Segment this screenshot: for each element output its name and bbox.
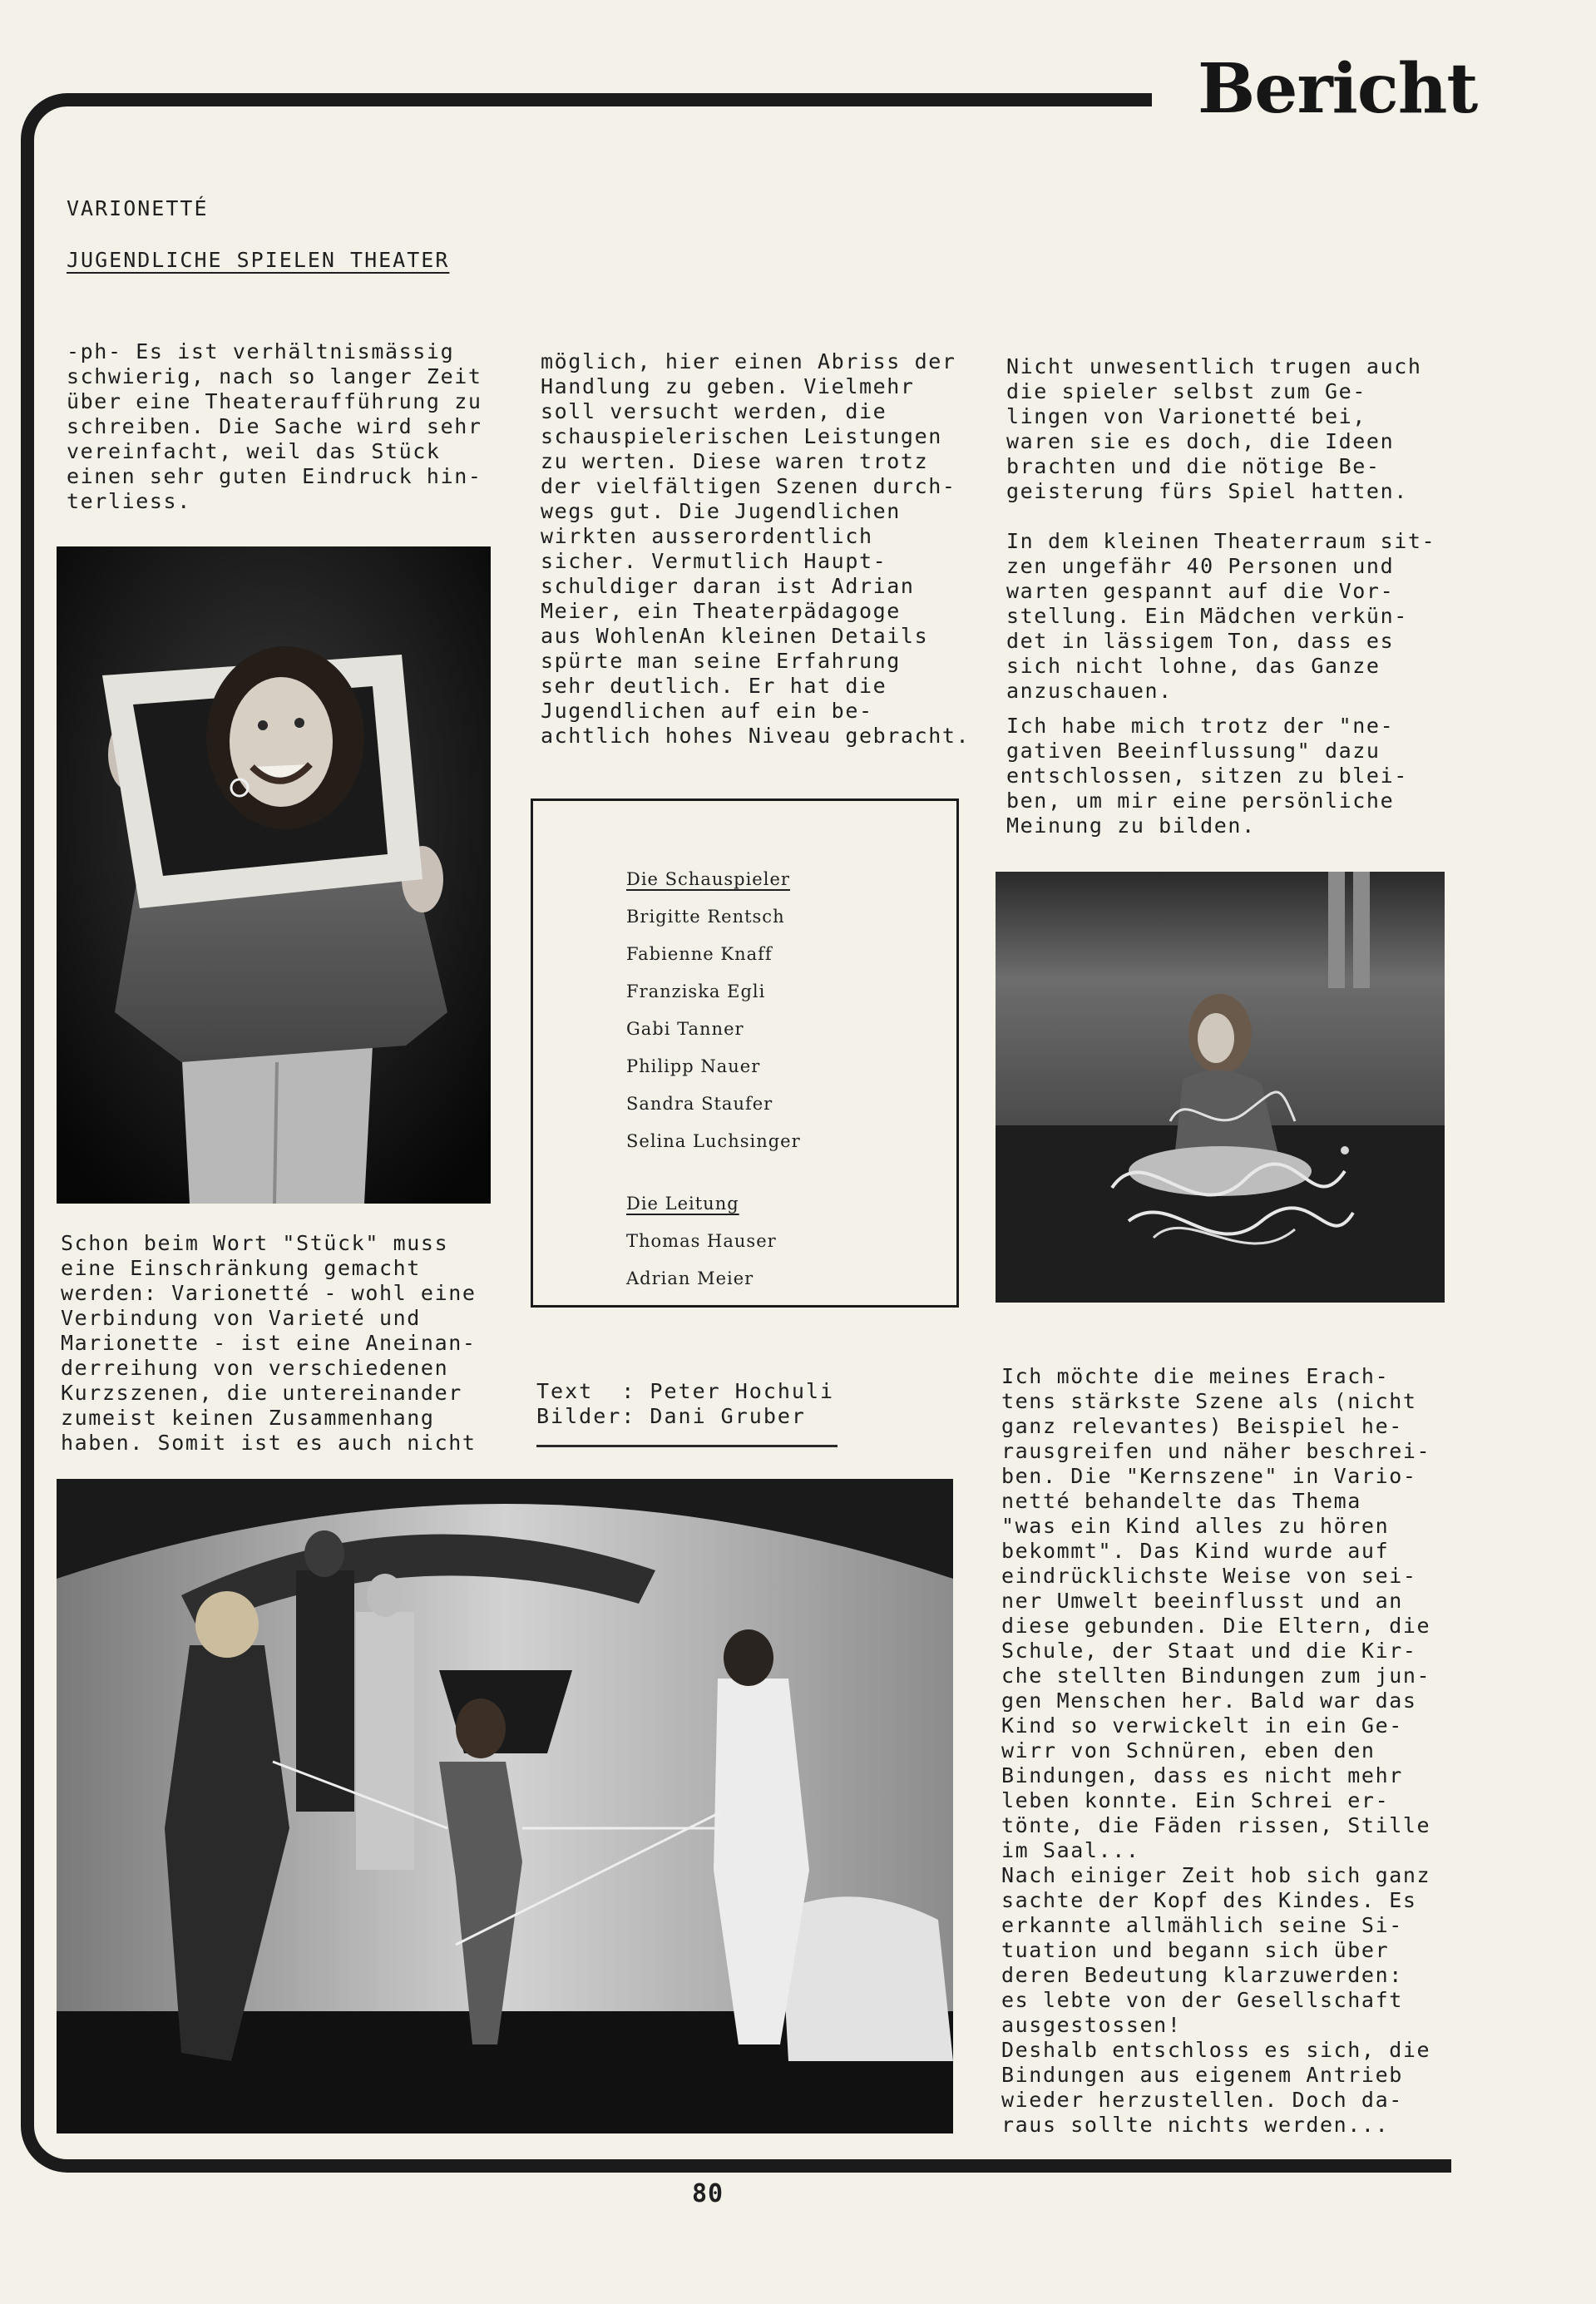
credits-photos: Bilder: Dani Gruber xyxy=(536,1404,806,1428)
actor-name: Selina Luchsinger xyxy=(626,1131,801,1151)
cast-box xyxy=(531,798,959,1308)
actor-name: Sandra Staufer xyxy=(626,1094,773,1114)
article-headline: JUGENDLICHE SPIELEN THEATER xyxy=(67,248,450,272)
column-3-para-4: Ich möchte die meines Erach- tens stärkste Szene als (nicht ganz relevantes) Beispiel he- rausgreifen und näher beschrei- ben. Die "Kernszene" in Vario- netté behandelte das Thema "was ein Kind alles zu hören bekommt". Das Kind wurde auf eindrücklichste Weise von sei- ner Umwelt beeinflusst und an diese gebunden. Die Eltern, die Schule, der Staat und die Kir- che stellten Bindungen zum jun- gen Menschen her. Bald war das Kind so verwickelt in ein Ge- wirr von Schnüren, eben den Bindungen, dass es nicht mehr leben konnte. Ein Schrei er- tönte, die Fäden rissen, Stille im Saal... Nach einiger Zeit hob sich ganz sachte der Kopf des Kindes. Es erkannte allmählich seine Si- tuation und begann sich über deren Bedeutung klarzuwerden: es lebte von der Gesellschaft ausgestossen! Deshalb entschloss es sich, die Bindungen aus eigenem Antrieb wieder herzustellen. Doch da- raus sollte nichts werden... xyxy=(1001,1364,1431,2137)
photo-girl-with-frame xyxy=(57,546,491,1204)
director-name: Thomas Hauser xyxy=(626,1231,777,1251)
column-2-body: möglich, hier einen Abriss der Handlung zu geben. Vielmehr soll versucht werden, die schauspielerischen Leistungen zu werten. Diese waren trotz der vielfältigen Szenen durch- wegs gut. Die Jugendlichen wirkten ausserordentlich sicher. Vermutlich Haupt- schuldiger daran ist Adrian Meier, ein Theaterpädagoge aus WohlenAn kleinen Details spürte man seine Erfahrung sehr deutlich. Er hat die Jugendlichen auf ein be- achtlich hohes Niveau gebracht. xyxy=(541,349,971,748)
photo-girl-with-frame-image xyxy=(57,546,491,1204)
actor-name: Brigitte Rentsch xyxy=(626,907,785,927)
article-kicker: VARIONETTÉ xyxy=(67,196,209,220)
column-3-para-2: In dem kleinen Theaterraum sit- zen ungefähr 40 Personen und warten gespannt auf die Vor- stellung. Ein Mädchen verkün- det in lässigem Ton, dass es sich nicht lohne, das Ganze anzuschauen. xyxy=(1006,529,1436,703)
photo-stage-scene xyxy=(57,1479,953,2133)
actor-name: Fabienne Knaff xyxy=(626,944,773,964)
column-1-intro: -ph- Es ist verhältnismässig schwierig, nach so langer Zeit über eine Theateraufführung zu schreiben. Die Sache wird sehr vereinfacht, weil das Stück einen sehr guten Eindruck hin- terliess. xyxy=(67,339,482,513)
director-name: Adrian Meier xyxy=(626,1268,754,1288)
section-title: Bericht xyxy=(1198,49,1478,129)
cast-list xyxy=(626,861,801,1298)
frame-bottom-rule xyxy=(1152,2159,1451,2173)
column-3-para-1: Nicht unwesentlich trugen auch die spieler selbst zum Ge- lingen von Varionetté bei, waren sie es doch, die Ideen brachten und die nötige Be- geisterung fürs Spiel hatten. xyxy=(1006,354,1422,503)
direction-heading: Die Leitung xyxy=(626,1194,739,1214)
credits xyxy=(536,1379,834,1429)
photo-girl-with-strings-image xyxy=(996,872,1445,1303)
photo-stage-scene-image xyxy=(57,1479,953,2133)
actor-name: Franziska Egli xyxy=(626,981,766,1001)
credits-rule xyxy=(536,1445,838,1447)
column-3-para-3: Ich habe mich trotz der "ne- gativen Beeinflussung" dazu entschlossen, sitzen zu blei- ben, um mir eine persönliche Meinung zu bilden. xyxy=(1006,714,1408,838)
page-number: 80 xyxy=(692,2179,724,2208)
actor-name: Gabi Tanner xyxy=(626,1019,744,1039)
column-1-body: Schon beim Wort "Stück" muss eine Einschränkung gemacht werden: Varionetté - wohl eine Verbindung von Varieté und Marionette - ist eine Aneinan- derreihung von verschiedenen Kurzszenen, die untereinander zumeist keinen Zusammenhang haben. Somit ist es auch nicht xyxy=(61,1231,477,1455)
actor-name: Philipp Nauer xyxy=(626,1056,761,1076)
credits-text: Text : Peter Hochuli xyxy=(536,1379,835,1403)
actors-heading: Die Schauspieler xyxy=(626,869,790,889)
photo-girl-with-strings xyxy=(996,872,1445,1303)
